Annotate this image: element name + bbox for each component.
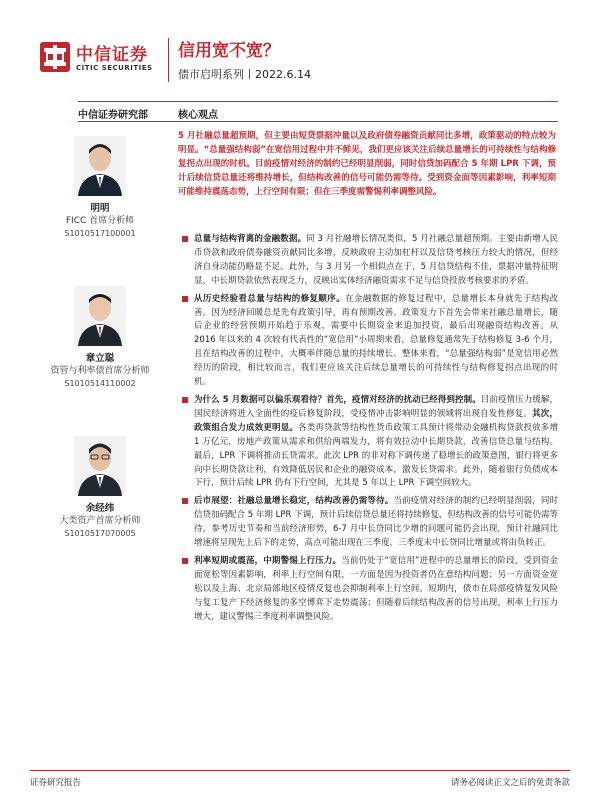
analyst-photo-icon (74, 436, 126, 496)
footer-report-type: 证券研究报告 (30, 778, 82, 788)
section-rule (78, 121, 558, 122)
key-point (182, 555, 558, 625)
bullet-square-icon (182, 236, 188, 242)
brand-name-en: CITIC SECURITIES (76, 64, 153, 72)
department-label: 中信证券研究部 (78, 110, 148, 121)
key-point-text: 当前疫情对经济的制约已经明显削弱，同时信贷加码配合 5 年期 LPR 下调，预计后续信贷总量还将持续修复，但结构改善的信号可能仍需等待，参考历史节奏和当前经济形势，6-7 月中长贷同比少增的问题可能仍会出现，预计社融同比增速将呈现先上后下的走势，高点可能出现在三季度，三季度末中长贷同比增量或将由负转正。 (194, 496, 558, 549)
analyst-name: 余经纬 (85, 503, 115, 514)
key-point (182, 233, 558, 289)
analyst-name: 章立聪 (85, 353, 115, 364)
analyst-title: 大类资产首席分析师 (59, 516, 141, 526)
key-point-text: 同 3 月社融增长情况类似，5 月社融总量超预期。主要由新增人民币贷款和政府债券融资贡献同比多增，反映政府主动加杠杆以及信贷考核压力较大的情况，但经济自身动能仍略显不足。此外，与 3 月另一个相似点在于，5 月信贷结构不佳，票据冲量特征明显，中长期贷款依然表现乏力，反映出实体经济融资需求不足与信贷投放考核要求的矛盾。 (194, 234, 558, 286)
analyst-photo-icon (74, 286, 126, 346)
key-points (182, 233, 558, 628)
analyst-license-id: S1010517070005 (64, 529, 136, 538)
key-point-text: 在金融数据的修复过程中，总量增长本身就先于结构改善。因为经济回暖总是先有政策引导，再有预期改善。政策发力下首先会带来社融总量增长，随后企业的经营预期开始趋于乐观，需要中长期资金来追加投资，最后出现融资结构改善。从 2016 年以来的 4 次较有代表性的“宽信用”小周期来看，总量修复通常先于结构修复 3-6 个月，且在结构改善的过程中，大概率伴随总量的持续增长。整体来看，“总量强结构弱”是宽信用必然经历的阶段，相比较而言，我们更应该关注后续总量增长的可持续性与结构修复拐点出现的时机。 (194, 293, 558, 388)
report-title: 信用宽不宽？ (178, 41, 280, 61)
analyst-card (40, 436, 160, 540)
key-point (182, 394, 558, 491)
analyst-license-id: S1010514110002 (64, 379, 136, 388)
key-point-emphasis: 其次，政策组合发力成效更明显。 (194, 408, 558, 433)
analyst-title: 资管与利率债首席分析师 (50, 366, 150, 376)
key-point-text: 目前疫情压力缓解，国民经济将进入全面性的疫后修复阶段，受疫情冲击影响明显的领域将出现自发性修复。 (194, 394, 558, 419)
analyst-license-id: S1010517100001 (64, 229, 136, 238)
bullet-square-icon (182, 296, 188, 302)
bullet-square-icon (182, 397, 188, 403)
key-point-lead: 利率短期或震荡，中期警惕上行压力。 (194, 555, 342, 566)
analyst-card (40, 136, 160, 240)
key-point (182, 495, 558, 551)
key-point-tail: 各类再贷款等结构性货币政策工具预计将带动金融机构贷款投放多增 1 万亿元，房地产政策从需求和供给两端发力，将有效拉动中长期贷款，改善信贷总量与结构。最后，LPR 下调将推动长贷需求。此次 LPR 的非对称下调传递了稳增长的政策意图，银行将更多向中长期贷款让利，有效降低居民和企业的融资成本，激发长贷需求。此外，随着银行负债成本下行，预计后续 LPR 仍有下行空间，尤其是 5 年以上 LPR 下调空间较大。 (194, 422, 558, 489)
section-title: 核心观点 (178, 110, 218, 121)
brand-name-cn: 中信证券 (76, 45, 148, 65)
analyst-card (40, 286, 160, 390)
key-point-lead: 从历史经验看总量与结构的修复顺序。 (194, 293, 346, 304)
key-point (182, 293, 558, 390)
bullet-square-icon (182, 558, 188, 564)
citic-logo-icon (40, 42, 70, 72)
key-point-lead: 为什么 5 月数据可以偏乐观看待？首先，疫情对经济的扰动已经得到控制。 (194, 394, 481, 405)
key-point-lead: 总量与结构背离的金融数据。 (194, 234, 307, 244)
key-point-lead: 后市展望：社融总量增长稳定，结构改善仍需等待。 (194, 496, 394, 507)
footer-rule (30, 770, 570, 771)
analyst-title: FICC 首席分析师 (65, 216, 135, 226)
header-divider (168, 38, 169, 82)
report-subtitle: 债市启明系列丨2022.6.14 (178, 68, 311, 81)
analyst-name: 明明 (90, 203, 110, 214)
brand-logo (40, 40, 168, 80)
key-point-text: 当前仍处于“宽信用”进程中的总量增长的阶段，受到资金面宽松等因素影响，利率上行空间有限，一方面是因为投资者仍在意结构问题；另一方面资金宽松以及上海、北京局部地区疫情反复也会抑制利率上行空间。短期内，债市在局部疫情复发风险与复工复产下经济修复的多空博弈下走势震荡；但随着后续结构改善的信号出现，利率上行压力增大，建议警惕三季度利率调整风险。 (194, 555, 558, 622)
top-rule (78, 101, 558, 102)
analyst-photo-icon (74, 136, 126, 196)
key-summary: 5 月社融总量超预期，但主要由短贷票据冲量以及政府债券融资贡献同比多增，政策驱动的特点较为明显。“总量强结构弱”在宽信用过程中并不鲜见，我们更应该关注后续总量增长的可持续性与结构修复拐点出现的时机。目前疫情对经济的制约已经明显削弱，同时信贷加码配合 5 年期 LPR 下调，预计后续信贷总量还将维持增长，但结构改善的信号可能仍需等待。受到资金面等因素影响，利率短期可能维持震荡态势，上行空间有限；但在三季度需警惕利率调整风险。 (178, 131, 556, 197)
footer-disclaimer-note: 请务必阅读正文之后的免责条款 (450, 778, 570, 788)
bullet-square-icon (182, 498, 188, 504)
report-header (0, 0, 600, 100)
